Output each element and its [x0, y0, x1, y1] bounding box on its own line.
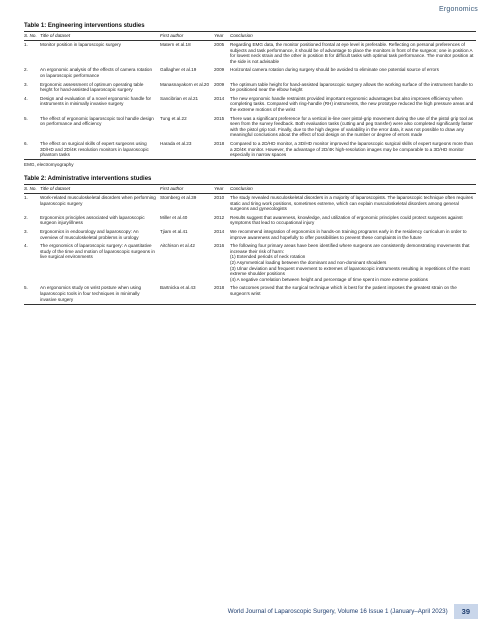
study-conclusion: The optimum table height for hand-assisted laparoscopic surgery allows the working surface of the instrument handle to be positioned near the elbow height [230, 81, 473, 93]
table-row [24, 114, 476, 139]
table2-bottom-rule [24, 304, 476, 305]
conclusion-line: (4) A negative correlation between height and percentage of time spent in more extreme positions [230, 276, 428, 282]
study-title: Work-related musculoskeletal disorders when performing laparoscopic surgery [40, 195, 156, 206]
study-title: Design and evaluation of a novel ergonomic handle for instruments in minimally invasive surgery [40, 95, 152, 107]
table1-header-row [24, 31, 476, 41]
row-number: 3. [24, 229, 28, 235]
study-year: 2014 [214, 95, 225, 101]
table1-header-title: Title of dataset [40, 33, 71, 38]
study-conclusion: The outcomes proved that the surgical technique which is best for the patient imposes the greatest strain on the surgeon's wrist [230, 285, 457, 296]
study-year: 2018 [214, 141, 225, 146]
table-row [24, 194, 476, 214]
first-author: Aitchison et al.42 [160, 243, 195, 249]
study-title: An ergonomics study on wrist posture when using laparoscopic tools in four techniques in minimally invasive surgery [40, 285, 142, 302]
study-conclusion: Horizontal camera rotation during surgery should be avoided to eliminate one potential source of errors [230, 67, 439, 73]
first-author: Bartnicka et al.43 [160, 285, 196, 291]
table1-bottom-rule [24, 159, 476, 160]
table-row [24, 228, 476, 242]
page-footer [0, 603, 494, 619]
study-year: 2012 [214, 214, 225, 220]
row-number: 6. [24, 141, 28, 146]
journal-citation: World Journal of Laparoscopic Surgery, Volume 16 Issue 1 (January–April 2023) [227, 607, 448, 615]
table1-header-conclusion: Conclusion [230, 33, 253, 38]
row-number: 4. [24, 95, 28, 101]
table-row [24, 94, 476, 114]
first-author: Sancibrian et al.21 [160, 95, 199, 101]
table1-abbreviations: EMG, electromyography [24, 162, 74, 167]
row-number: 3. [24, 81, 28, 87]
conclusion-line: (2) Asymmetrical loading between the dominant and non-dominant shoulders [230, 260, 387, 266]
table-row [24, 66, 476, 80]
first-author: Gallagher et al.19 [160, 67, 197, 73]
table1-header-year: Year [214, 33, 224, 38]
table2-body [24, 194, 476, 304]
conclusion-line: The following four primary areas have been identified where surgeons are consistently demonstrating movements that increase their risk of harm: [230, 243, 470, 254]
conclusion-line: (1) Extended periods of neck rotation [230, 254, 306, 260]
study-conclusion: The new ergonomic handle restraints provided important ergonomic advantages but also improves efficiency when completing tasks. Compared with ring-handle (RH) instruments, the new prototype reduced the high pressure areas and the extreme motions of the wrist [230, 95, 474, 113]
table2 [24, 184, 476, 305]
first-author: Tung et al.22 [160, 115, 187, 121]
table-row [24, 213, 476, 227]
study-conclusion: Results suggest that awareness, knowledge, and utilization of ergonomic principles could protect surgeons against symptoms that lead to occupational injury [230, 214, 463, 226]
table-row [24, 140, 476, 160]
table1 [24, 31, 476, 160]
first-author: Harada et al.23 [160, 141, 192, 146]
running-head: Ergonomics [439, 6, 478, 13]
row-number: 1. [24, 42, 28, 48]
study-year: 2018 [214, 285, 225, 291]
page-number: 39 [454, 604, 478, 619]
table2-caption: Table 2: Administrative interventions studies [24, 176, 152, 182]
first-author: Matern et al.18 [160, 42, 191, 48]
table-row [24, 242, 476, 284]
study-conclusion [230, 243, 476, 282]
study-title: Ergonomics in endourology and laparoscopy: An overview of musculoskeletal problems in urology [40, 229, 139, 240]
table-row [24, 41, 476, 66]
study-year: 2005 [214, 42, 225, 48]
table2-header-sno: S. No. [24, 186, 37, 191]
row-number: 5. [24, 285, 28, 291]
study-title: The effect on surgical skills of expert surgeons using 3D/HD and 2D/4K resolution monitors in laparoscopic phantom tasks [40, 141, 149, 158]
conclusion-line: (3) Ulnar deviation and frequent movement to extremes of laparoscopic instruments resulting in repetitions of the most extreme shoulder positions [230, 265, 470, 277]
study-year: 2010 [214, 195, 225, 201]
study-conclusion: We recommend integration of ergonomics in hands-on training programs early in the residency curriculum in order to improve awareness and hopefully to offer possibilities to prevent these complaints in the future [230, 229, 467, 240]
table2-header-year: Year [214, 186, 224, 191]
table-row [24, 284, 476, 304]
study-title: Ergonomics principles associated with laparoscopic surgeon injury/illness [40, 214, 145, 226]
first-author: Miller et al.40 [160, 214, 188, 220]
table2-header-title: Title of dataset [40, 186, 71, 191]
study-title: An ergonomic analysis of the effects of camera rotation on laparoscopic performance [40, 67, 153, 79]
study-conclusion: There was a significant preference for a vertical in-line over pistol-grip movement during the use of the pistol grip tool as seen from the survey feedback. Both evaluation tasks (cutting and peg transfer) were also completed significantly faster with the pistol grip tool. Finally, due to the high degree of variability in the error data, it was not possible to draw any meaningful conclusions about the effect of tool design on the number or degree of errors made [230, 115, 474, 138]
study-title: The effect of ergonomic laparoscopic tool handle design on performance and efficiency [40, 115, 154, 127]
table2-header-author: First author [160, 186, 184, 191]
study-year: 2009 [214, 81, 225, 87]
table2-header-row [24, 184, 476, 194]
study-year: 2009 [214, 67, 225, 73]
table1-body [24, 41, 476, 160]
row-number: 4. [24, 243, 28, 249]
table1-caption: Table 1: Engineering interventions studies [24, 23, 145, 29]
row-number: 1. [24, 195, 28, 201]
row-number: 2. [24, 67, 28, 73]
study-year: 2014 [214, 229, 225, 235]
study-title: The ergonomics of laparoscopic surgery: A quantitative study of the time and motion of laparoscopic surgeons in live surgical environments [40, 243, 155, 260]
row-number: 2. [24, 214, 28, 220]
first-author: Tjiam et al.41 [160, 229, 188, 235]
row-number: 5. [24, 115, 28, 121]
study-title: Monitor position in laparoscopic surgery [40, 42, 121, 48]
study-conclusion: Compared to a 2D/HD monitor, a 3D/HD monitor improved the laparoscopic surgical skills of expert surgeons more than a 2D/4K monitor. However, the advantage of 2D/4K high-resolution images may be comparable to a 3D/HD monitor especially in narrow spaces [230, 141, 474, 158]
first-author: Manasnayakorn et al.20 [160, 81, 210, 87]
study-conclusion: Regarding EMG data, the monitor positioned frontal at eye level is preferable. Reflecting on personal preferences of subjects and task performance, it should be of advantage to place the monitors in front of the surgeon; one in position A for lowest neck strain and the other in position B for difficult tasks with optimal task performance. The monitor position at the side is not advisable [230, 42, 474, 64]
table-row [24, 80, 476, 94]
study-title: Ergonomic assessment of optimum operating table height for hand-assisted laparoscopic surgery [40, 81, 144, 93]
table1-header-sno: S. No. [24, 33, 37, 38]
table2-header-conclusion: Conclusion [230, 186, 253, 191]
study-year: 2015 [214, 115, 225, 121]
first-author: Stomberg et al.39 [160, 195, 197, 201]
study-year: 2016 [214, 243, 225, 249]
study-conclusion: The study revealed musculoskeletal disorders in a majority of laparoscopists. The laparoscopic technique often requires static and tiring work positions, sometimes extreme, which can explain musculoskeletal disorders among general surgeons and gynecologists [230, 195, 473, 212]
table1-header-author: First author [160, 33, 184, 38]
